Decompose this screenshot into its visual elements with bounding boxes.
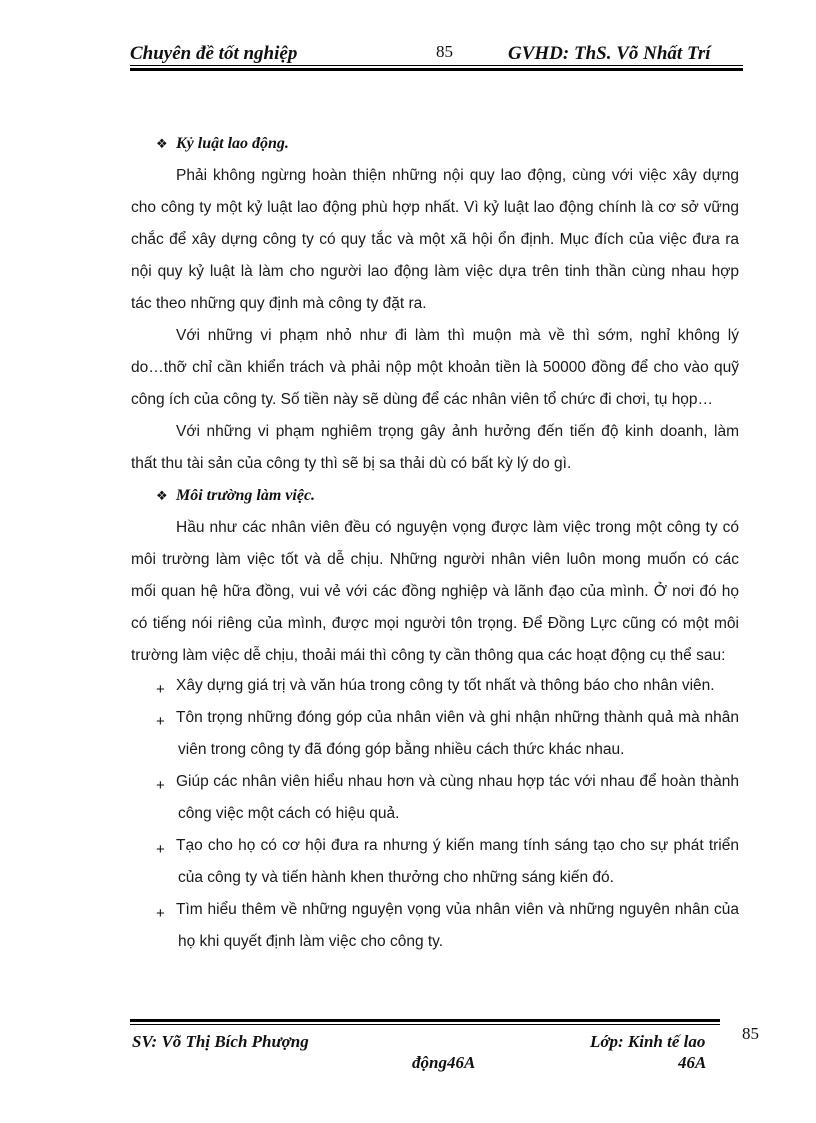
bullet-line: viên trong công ty đã đóng góp bằng nhiều cách thức khác nhau. xyxy=(178,741,625,758)
paragraph-line: thất thu tài sản của công ty thì sẽ bị sa thải dù có bất kỳ lý do gì. xyxy=(131,455,572,472)
footer-page-number: 85 xyxy=(742,1024,759,1043)
bullet-line: của công ty và tiến hành khen thưởng cho những sáng kiến đó. xyxy=(178,869,614,886)
paragraph-line: mối quan hệ hữa đồng, vui vẻ với các đồng nghiệp và lãnh đạo của mình. Ở nơi đó họ xyxy=(131,583,739,600)
diamond-bullet-icon: ❖ xyxy=(156,137,168,152)
diamond-bullet-icon: ❖ xyxy=(156,489,168,504)
bullet-line: công việc một cách có hiệu quả. xyxy=(178,805,400,822)
footer-class-number: 46A xyxy=(678,1053,707,1072)
bullet-line: Xây dựng giá trị và văn húa trong công ty tốt nhất và thông báo cho nhân viên. xyxy=(176,677,715,694)
header-advisor: GVHD: ThS. Võ Nhất Trí xyxy=(508,43,711,64)
section-heading-discipline: Kỷ luật lao động. xyxy=(176,135,289,152)
paragraph-line: do…thỡ chỉ cần khiển trách và phải nộp một khoản tiền là 50000 đồng để cho vào quỹ xyxy=(131,359,739,376)
bullet-line: họ khi quyết định làm việc cho công ty. xyxy=(178,933,444,950)
footer-student: SV: Võ Thị Bích Phượng xyxy=(132,1032,309,1051)
plus-bullet-icon: + xyxy=(156,905,165,922)
footer-rule-thick xyxy=(130,1019,720,1022)
paragraph-line: chắc để xây dựng công ty có quy tắc và một xã hội ổn định. Mục đích của việc đưa ra xyxy=(131,231,739,248)
plus-bullet-icon: + xyxy=(156,713,165,730)
footer-class: Lớp: Kinh tế lao xyxy=(590,1032,706,1051)
paragraph-line: môi trường làm việc tốt và dễ chịu. Những người nhân viên luôn mong muốn có các xyxy=(131,551,739,568)
bullet-line: Giúp các nhân viên hiểu nhau hơn và cùng nhau hợp tác với nhau để hoàn thành xyxy=(176,773,739,790)
section-heading-work-environment: Môi trường làm việc. xyxy=(176,487,316,504)
header-rule-thin xyxy=(130,65,743,66)
footer-class-continued: động46A xyxy=(412,1053,476,1072)
bullet-line: Tôn trọng những đóng góp của nhân viên và ghi nhận những thành quả mà nhân xyxy=(176,709,739,726)
paragraph-line: trường làm việc dễ chịu, thoải mái thì công ty cần thông qua các hoạt động cụ thể sau: xyxy=(131,647,726,664)
header-page-number: 85 xyxy=(436,42,453,61)
paragraph-line: Phải không ngừng hoàn thiện những nội quy lao động, cùng với việc xây dựng xyxy=(176,167,739,184)
plus-bullet-icon: + xyxy=(156,777,165,794)
paragraph-line: cho công ty một kỷ luật lao động phù hợp nhất. Vì kỷ luật lao động chính là cơ sở vững xyxy=(131,199,739,216)
paragraph-line: công ích của công ty. Số tiền này sẽ dùng để các nhân viên tổ chức đi chơi, tụ họp… xyxy=(131,391,714,408)
paragraph-line: Với những vi phạm nghiêm trọng gây ảnh hưởng đến tiến độ kinh doanh, làm xyxy=(176,423,739,440)
plus-bullet-icon: + xyxy=(156,681,165,698)
paragraph-line: nội quy kỷ luật là làm cho người lao động làm việc dựa trên tinh thần cùng nhau hợp xyxy=(131,263,739,280)
header-title: Chuyên đề tốt nghiệp xyxy=(130,43,298,64)
plus-bullet-icon: + xyxy=(156,841,165,858)
paragraph-line: tác theo những quy định mà công ty đặt ra. xyxy=(131,295,427,312)
header-rule-thick xyxy=(130,68,743,71)
bullet-line: Tạo cho họ có cơ hội đưa ra nhưng ý kiến mang tính sáng tạo cho sự phát triển xyxy=(176,837,739,854)
paragraph-line: Hầu như các nhân viên đều có nguyện vọng được làm việc trong một công ty có xyxy=(176,519,739,536)
bullet-line: Tìm hiểu thêm về những nguyện vọng vủa nhân viên và những nguyên nhân của xyxy=(176,901,739,918)
paragraph-line: có tiếng nói riêng của mình, được mọi người tôn trọng. Để Đồng Lực cũng có một môi xyxy=(131,615,739,632)
footer-rule-thin xyxy=(130,1024,720,1025)
paragraph-line: Với những vi phạm nhỏ như đi làm thì muộn mà về thì sớm, nghỉ không lý xyxy=(176,327,739,344)
